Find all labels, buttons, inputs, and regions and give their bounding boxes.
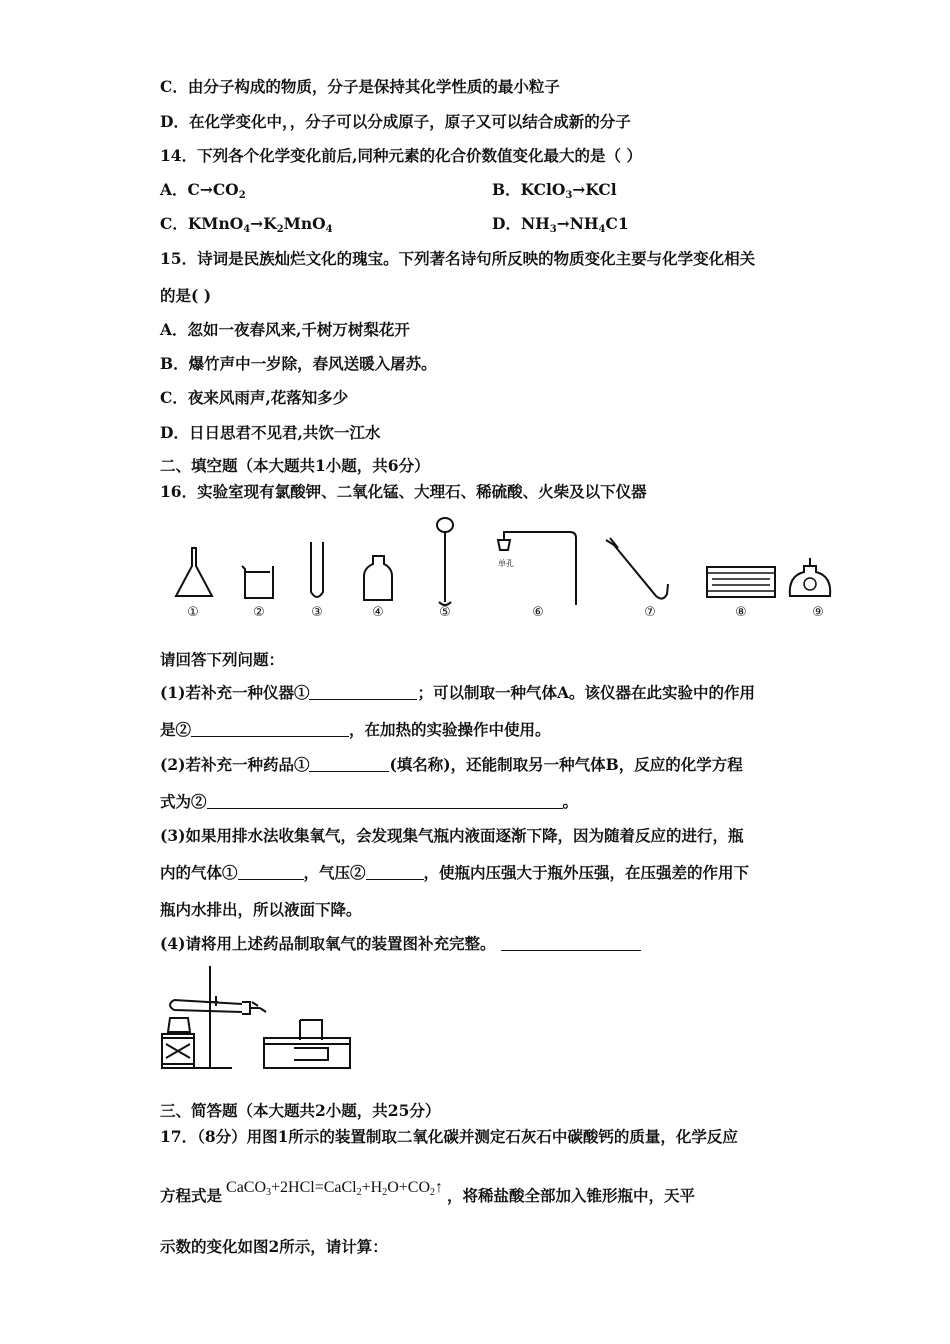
q15-option-c: C．夜来风雨声,花落知多少 <box>160 388 349 407</box>
instrument-label-2: ② <box>253 605 265 620</box>
q16-part3-line2: 内的气体① ，气压② ，使瓶内压强大于瓶外压强，在压强差的作用下 <box>160 863 750 882</box>
q16-stem: 16．实验室现有氯酸钾、二氧化锰、大理石、稀硫酸、火柴及以下仪器 <box>160 482 647 501</box>
answer-blank[interactable] <box>238 864 304 880</box>
alcohol-lamp-icon <box>168 1018 190 1032</box>
water-trough-icon <box>264 1038 350 1068</box>
q14-stem: 14．下列各个化学变化前后,同种元素的化合价数值变化最大的是（ ） <box>160 146 642 165</box>
q13-option-c: C．由分子构成的物质，分子是保持其化学性质的最小粒子 <box>160 77 560 96</box>
gas-bottle-icon <box>364 556 392 600</box>
q16-part1-line1: (1)若补充一种仪器① ；可以制取一种气体A。该仪器在此实验中的作用 <box>160 683 755 702</box>
q13-option-d: D．在化学变化中，，分子可以分成原子，原子又可以结合成新的分子 <box>160 112 631 131</box>
instruments-figure <box>160 510 850 625</box>
q16-part2-line1: (2)若补充一种药品① (填名称)，还能制取另一种气体B，反应的化学方程 <box>160 755 743 774</box>
q14-option-a: A．$C\to CO_2$ <box>160 180 246 201</box>
section-2-heading: 二、填空题（本大题共1小题，共6分） <box>160 456 430 475</box>
answer-blank[interactable] <box>366 864 424 880</box>
q16-part4: (4)请将用上述药品制取氧气的装置图补充完整。 <box>160 934 641 954</box>
q14-option-d: D．$NH_3\to NH_4C1$ <box>492 214 629 235</box>
q17-line2: 方程式是 $CaCO_3+2HCl=CaCl_2+H_2O+CO_2↑$ ，将稀盐酸全部加入锥形瓶中，天平 <box>160 1179 696 1205</box>
q15-stem-line1: 15．诗词是民族灿烂文化的瑰宝。下列著名诗句所反映的物质变化主要与化学变化相关 <box>160 249 756 268</box>
iron-stand-icon <box>190 966 232 1068</box>
instrument-label-6: ⑥ <box>532 605 544 620</box>
test-tube-icon <box>311 542 323 597</box>
q15-option-b: B．爆竹声中一岁除，春风送暖入屠苏。 <box>160 354 437 373</box>
angled-tube-icon <box>606 538 668 599</box>
water-trough-icon <box>707 567 775 597</box>
combustion-spoon-icon <box>437 518 453 532</box>
stopper-tube-icon <box>498 532 576 605</box>
answer-blank[interactable] <box>309 684 417 700</box>
instrument-label-3: ③ <box>311 605 323 620</box>
q14-option-b: B．KClO$_3$→KCl <box>492 180 617 201</box>
q17-line3: 示数的变化如图2所示，请计算： <box>160 1237 388 1256</box>
section-3-heading: 三、简答题（本大题共2小题，共25分） <box>160 1101 441 1120</box>
reaction-equation: $CaCO_3+2HCl=CaCl_2+H_2O+CO_2↑$ <box>226 1179 444 1198</box>
q16-part3-line3: 瓶内水排出，所以液面下降。 <box>160 900 362 919</box>
instrument-label-7: ⑦ <box>644 605 656 620</box>
gas-bottle-icon <box>294 1020 328 1060</box>
answer-blank[interactable] <box>309 756 389 772</box>
answer-blank[interactable] <box>191 721 349 737</box>
instrument-label-1: ① <box>187 605 199 620</box>
q15-stem-line2: 的是( ) <box>160 286 212 305</box>
q16-part2-line2: 式为② 。 <box>160 792 579 811</box>
apparatus-figure <box>160 960 360 1075</box>
stopper-tag: 单孔 <box>498 559 514 568</box>
answer-blank[interactable] <box>501 935 641 951</box>
beaker-icon <box>242 566 273 598</box>
q17-line1: 17．（8分）用图1所示的装置制取二氧化碳并测定石灰石中碳酸钙的质量，化学反应 <box>160 1127 738 1146</box>
q16-part3-line1: (3)如果用排水法收集氧气，会发现集气瓶内液面逐渐下降，因为随着反应的进行，瓶 <box>160 826 744 845</box>
conical-flask-icon <box>176 548 212 596</box>
q15-option-d: D．日日思君不见君,共饮一江水 <box>160 423 381 442</box>
q16-part1-line2: 是② ，在加热的实验操作中使用。 <box>160 720 551 739</box>
instrument-label-5: ⑤ <box>439 605 451 620</box>
q15-option-a: A．忽如一夜春风来,千树万树梨花开 <box>160 320 410 339</box>
instrument-label-9: ⑨ <box>812 605 824 620</box>
q16-prompt: 请回答下列问题： <box>160 650 285 669</box>
instrument-label-4: ④ <box>372 605 384 620</box>
q14-option-c: C．$KMnO_4\to K_2MnO_4$ <box>160 214 333 235</box>
answer-blank[interactable] <box>207 793 563 809</box>
test-tube-icon <box>170 1000 242 1012</box>
instrument-label-8: ⑧ <box>735 605 747 620</box>
